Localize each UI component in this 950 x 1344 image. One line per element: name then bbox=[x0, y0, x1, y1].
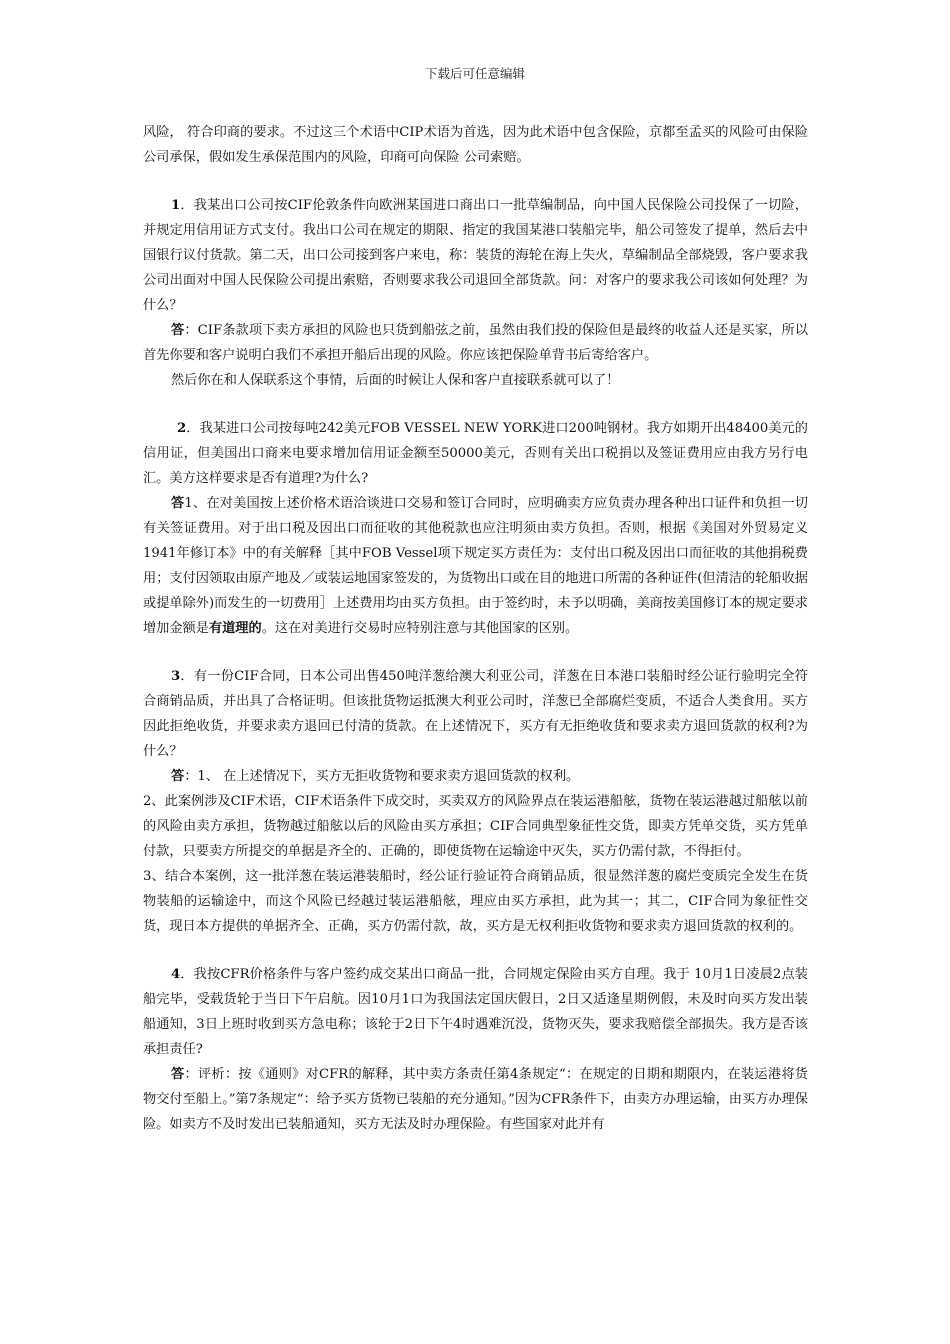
answer-3-label: 答 bbox=[171, 769, 185, 784]
answer-4 bbox=[143, 1062, 808, 1137]
page-header: 下载后可任意编辑 bbox=[424, 66, 525, 81]
answer-4-label: 答 bbox=[171, 1067, 185, 1082]
question-4-number: 4 bbox=[171, 967, 181, 982]
question-1-text: ．我某出口公司按CIF伦敦条件向欧洲某国进口商出口一批草编制品，向中国人民保险公司投保了一切险，并规定用信用证方式支付。我出口公司在规定的期限、指定的我国某港口装船完毕，船公司签发了提单，然后去中国银行议付货款。第二天，出口公司接到客户来电，称：装货的海轮在海上失火，草编制品全部烧毁，客户要求我公司出面对中国人民保险公司提出索赔，否则要求我公司退回全部货款。问：对客户的要求我公司该如何处理？为什么？ bbox=[143, 198, 808, 313]
answer-3-text: ：1、 在上述情况下，买方无拒收货物和要求卖方退回货款的权利。 bbox=[184, 769, 580, 784]
answer-1-label: 答 bbox=[171, 323, 185, 338]
answer-1-followup: 然后你在和人保联系这个事情，后面的时候让人保和客户直接联系就可以了！ bbox=[171, 373, 620, 388]
question-3-number: 3 bbox=[171, 669, 181, 684]
question-2-number: 2 bbox=[177, 421, 187, 436]
answer-1-text: ：CIF条款项下卖方承担的风险也只货到船弦之前，虽然由我们投的保险但是最终的收益人还是买家，所以首先你要和客户说明白我们不承担开船后出现的风险。你应该把保险单背书后寄给客户。 bbox=[143, 323, 809, 363]
answer-2 bbox=[143, 491, 808, 641]
answer-2-text-b: 。这在对美进行交易时应特别注意与其他国家的区别。 bbox=[261, 621, 579, 636]
answer-3 bbox=[143, 764, 808, 789]
question-3 bbox=[143, 664, 808, 764]
answer-4-text: ：评析：按《通则》对CFR的解释，其中卖方条责任第4条规定“：在规定的日期和期限内，在装运港将货物交付至船上。”第7条规定“：给予买方货物已装船的充分通知。”因为CFR条件下，由卖方办理运输，由买方办理保险。如卖方不及时发出已装船通知，买方无法及时办理保险。有些国家对此并有 bbox=[143, 1067, 808, 1132]
question-1-number: 1 bbox=[171, 198, 181, 213]
document-body bbox=[143, 120, 808, 1137]
question-1 bbox=[143, 193, 808, 318]
answer-2-emphasis: 有道理的 bbox=[208, 621, 262, 636]
question-2-text: ．我某进口公司按每吨242美元FOB VESSEL NEW YORK进口200吨钢材。我方如期开出48400美元的信用证，但美国出口商来电要求增加信用证金额至50000美元，否则有关出口税捐以及签证费用应由我方另行电汇。美方这样要求是否有道理?为什么? bbox=[143, 421, 808, 486]
question-4-text: ．我按CFR价格条件与客户签约成交某出口商品一批，合同规定保险由买方自理。我于 10月1日凌晨2点装船完毕，受载货轮于当日下午启航。因10月1口为我国法定国庆假日，2日又适逢星期例假，未及时向买方发出装船通知，3日上班时收到买方急电称；该轮于2日下午4时遇难沉没，货物灭失，要求我赔偿全部损失。我方是否该承担责任? bbox=[143, 967, 808, 1057]
question-4 bbox=[143, 962, 808, 1062]
question-3-text: ．有一份CIF合同，日本公司出售450吨洋葱给澳大利亚公司，洋葱在日本港口装船时经公证行验明完全符合商销品质，并出具了合格证明。但该批货物运抵澳大利亚公司时，洋葱已全部腐烂变质，不适合人类食用。买方因此拒绝收货，并要求卖方退回已付清的货款。在上述情况下，买方有无拒绝收货和要求卖方退回货款的权利?为什么？ bbox=[143, 669, 808, 759]
answer-3-point-3: 3、结合本案例，这一批洋葱在装运港装船时，经公证行验证符合商销品质，很显然洋葱的腐烂变质完全发生在货物装船的运输途中，而这个风险已经越过装运港船舷，理应由买方承担，此为其一；其二，CIF合同为象征性交货，现日本方提供的单据齐全、正确，买方仍需付款，故，买方是无权利拒收货物和要求卖方退回货款的权利的。 bbox=[143, 869, 808, 934]
answer-1 bbox=[143, 318, 808, 368]
question-2 bbox=[143, 416, 808, 491]
answer-2-label: 答 bbox=[171, 496, 185, 511]
intro-paragraph: 风险， 符合印商的要求。不过这三个术语中CIP术语为首选，因为此术语中包含保险，京都至孟买的风险可由保险公司承保，假如发生承保范围内的风险，印商可向保险 公司索赔。 bbox=[143, 125, 808, 165]
answer-3-point-2: 2、此案例涉及CIF术语，CIF术语条件下成交时，买卖双方的风险界点在装运港船舷，货物在装运港越过船舷以前的风险由卖方承担，货物越过船舷以后的风险由买方承担；CIF合同典型象征性交货，即卖方凭单交货，买方凭单付款，只要卖方所提交的单据是齐全的、正确的，即使货物在运输途中灭失，买方仍需付款，不得拒付。 bbox=[143, 794, 808, 859]
answer-2-text-a: 1、在对美国按上述价格术语洽谈进口交易和签订合同时，应明确卖方应负责办理各种出口证件和负担一切有关签证费用。对于出口税及因出口而征收的其他税款也应注明须由卖方负担。否则，根据《美国对外贸易定义1941年修订本》中的有关解释［其中FOB Vessel项下规定买方责任为：支付出口税及因出口而征收的其他捐税费用；支付因领取由原产地及／或装运地国家签发的，为货物出口或在目的地进口所需的各种证件(但清洁的轮船收据或提单除外)而发生的一切费用］上述费用均由买方负担。由于签约时，未予以明确，美商按美国修订本的规定要求增加金额是 bbox=[143, 496, 808, 636]
